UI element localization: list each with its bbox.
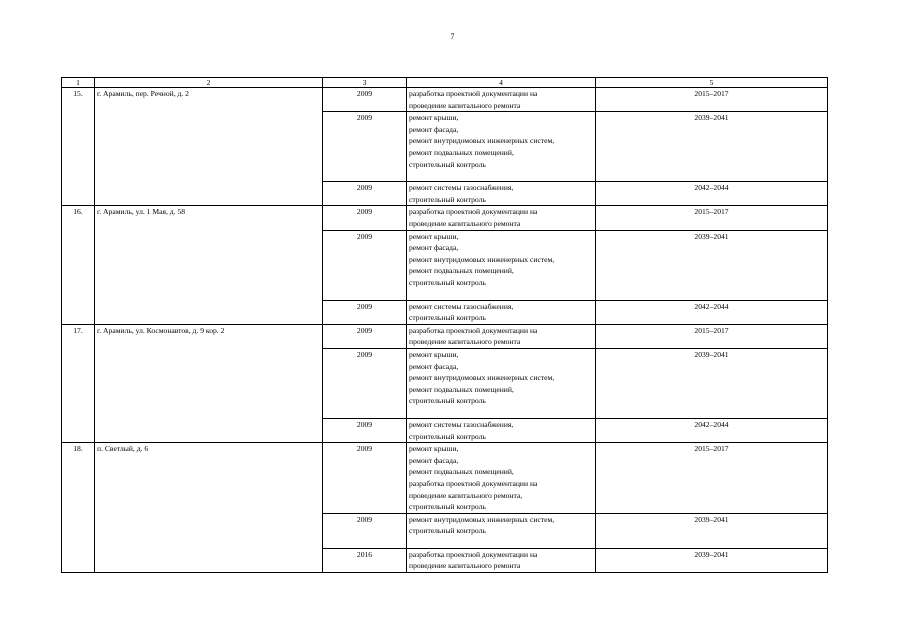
- work-line: разработка проектной документации на: [409, 207, 538, 217]
- planned-period: 2039–2041: [596, 348, 828, 418]
- entry-address: п. Светлый, д. 6: [95, 443, 323, 573]
- page-number: 7: [450, 32, 455, 41]
- work-line: ремонт системы газоснабжения,: [409, 301, 514, 311]
- work-line: строительный контроль: [409, 159, 486, 169]
- planned-period: 2015–2017: [596, 206, 828, 230]
- entry-number: 17.: [62, 324, 95, 442]
- work-types: [407, 182, 596, 206]
- build-year: 2009: [323, 88, 407, 112]
- planned-period: 2042–2044: [596, 418, 828, 442]
- build-year: 2009: [323, 300, 407, 324]
- work-line: ремонт системы газоснабжения,: [409, 183, 514, 193]
- planned-period: 2015–2017: [596, 443, 828, 514]
- build-year: 2009: [323, 182, 407, 206]
- planned-period: 2039–2041: [596, 513, 828, 548]
- work-line: проведение капитального ремонта,: [409, 490, 523, 500]
- planned-period: 2042–2044: [596, 300, 828, 324]
- work-line: разработка проектной документации на: [409, 325, 538, 335]
- table-row: [62, 443, 828, 514]
- planned-period: 2039–2041: [596, 112, 828, 182]
- work-line: строительный контроль: [409, 194, 486, 204]
- repair-program-table: [61, 77, 828, 573]
- work-line: проведение капитального ремонта: [409, 100, 521, 110]
- table-header-row: [62, 78, 828, 88]
- work-line: строительный контроль: [409, 526, 486, 536]
- planned-period: 2015–2017: [596, 324, 828, 348]
- header-cell-5: 5: [596, 78, 828, 88]
- work-types: [407, 443, 596, 514]
- work-line: ремонт крыши,: [409, 444, 459, 454]
- table-row: [62, 324, 828, 348]
- work-types: [407, 112, 596, 182]
- work-line: разработка проектной документации на: [409, 549, 538, 559]
- build-year: 2009: [323, 206, 407, 230]
- entry-number: 16.: [62, 206, 95, 324]
- work-line: ремонт подвальных помещений,: [409, 147, 514, 157]
- work-line: ремонт фасада,: [409, 361, 459, 371]
- entry-address: г. Арамиль, ул. Космонавтов, д. 9 кор. 2: [95, 324, 323, 442]
- work-types: [407, 206, 596, 230]
- work-types: [407, 418, 596, 442]
- build-year: 2009: [323, 418, 407, 442]
- work-line: строительный контроль: [409, 313, 486, 323]
- work-line: строительный контроль: [409, 431, 486, 441]
- work-types: [407, 348, 596, 418]
- work-line: проведение капитального ремонта: [409, 561, 521, 571]
- planned-period: 2015–2017: [596, 88, 828, 112]
- work-line: ремонт крыши,: [409, 113, 459, 123]
- work-types: [407, 230, 596, 300]
- work-line: ремонт фасада,: [409, 124, 459, 134]
- build-year: 2016: [323, 548, 407, 572]
- work-line: разработка проектной документации на: [409, 478, 538, 488]
- work-line: строительный контроль: [409, 396, 486, 406]
- work-line: ремонт внутридомовых инженерных систем,: [409, 514, 555, 524]
- build-year: 2009: [323, 324, 407, 348]
- work-line: ремонт крыши,: [409, 231, 459, 241]
- work-line: ремонт внутридомовых инженерных систем,: [409, 373, 555, 383]
- work-line: разработка проектной документации на: [409, 89, 538, 98]
- planned-period: 2042–2044: [596, 182, 828, 206]
- work-line: ремонт подвальных помещений,: [409, 384, 514, 394]
- entry-number: 18.: [62, 443, 95, 573]
- work-line: ремонт фасада,: [409, 455, 459, 465]
- build-year: 2009: [323, 112, 407, 182]
- work-line: ремонт подвальных помещений,: [409, 266, 514, 276]
- work-types: [407, 300, 596, 324]
- work-line: ремонт внутридомовых инженерных систем,: [409, 136, 555, 146]
- build-year: 2009: [323, 443, 407, 514]
- work-line: ремонт внутридомовых инженерных систем,: [409, 254, 555, 264]
- work-line: ремонт крыши,: [409, 349, 459, 359]
- entry-number: 15.: [62, 88, 95, 206]
- header-cell-2: 2: [95, 78, 323, 88]
- work-types: [407, 548, 596, 572]
- work-types: [407, 88, 596, 112]
- build-year: 2009: [323, 230, 407, 300]
- work-line: ремонт подвальных помещений,: [409, 467, 514, 477]
- work-line: строительный контроль: [409, 277, 486, 287]
- work-line: ремонт фасада,: [409, 243, 459, 253]
- table-row: [62, 206, 828, 230]
- planned-period: 2039–2041: [596, 230, 828, 300]
- entry-address: г. Арамиль, пер. Речной, д. 2: [95, 88, 323, 206]
- header-cell-1: 1: [62, 78, 95, 88]
- header-cell-3: 3: [323, 78, 407, 88]
- table-body: [62, 78, 828, 573]
- table-row: [62, 88, 828, 112]
- build-year: 2009: [323, 348, 407, 418]
- work-line: проведение капитального ремонта: [409, 218, 521, 228]
- planned-period: 2039–2041: [596, 548, 828, 572]
- work-line: проведение капитального ремонта: [409, 337, 521, 347]
- work-types: [407, 513, 596, 548]
- build-year: 2009: [323, 513, 407, 548]
- work-types: [407, 324, 596, 348]
- work-line: строительный контроль: [409, 502, 486, 512]
- entry-address: г. Арамиль, ул. 1 Мая, д. 58: [95, 206, 323, 324]
- work-line: ремонт системы газоснабжения,: [409, 419, 514, 429]
- header-cell-4: 4: [407, 78, 596, 88]
